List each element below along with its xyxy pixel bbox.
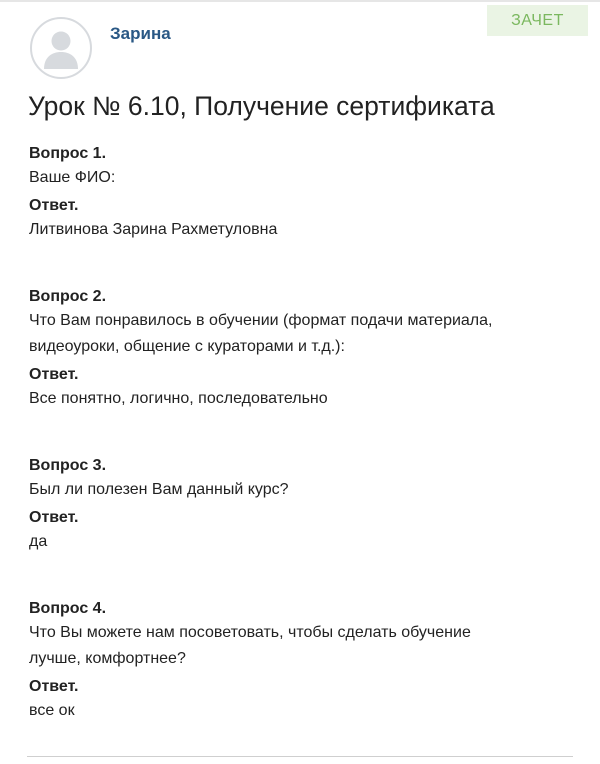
question-block-2 bbox=[29, 286, 574, 412]
answer-label: Ответ. bbox=[29, 509, 79, 526]
avatar[interactable] bbox=[30, 17, 92, 79]
answer-label: Ответ. bbox=[29, 366, 79, 383]
question-label: Вопрос 4. bbox=[29, 600, 107, 617]
question-label: Вопрос 2. bbox=[29, 288, 107, 305]
top-border bbox=[0, 0, 600, 2]
user-silhouette-icon bbox=[32, 19, 90, 77]
question-text: Ваше ФИО: bbox=[29, 169, 116, 186]
question-block-4 bbox=[29, 598, 574, 724]
question-text: Что Вам понравилось в обучении (формат подачи материала, видеоуроки, общение с кураторами и т.д.): bbox=[29, 312, 493, 355]
status-badge: ЗАЧЕТ bbox=[487, 5, 588, 36]
question-block-1 bbox=[29, 143, 574, 243]
answer-label: Ответ. bbox=[29, 197, 79, 214]
question-text: Что Вы можете нам посоветовать, чтобы сделать обучение лучше, комфортнее? bbox=[29, 624, 471, 667]
answer-text: все ок bbox=[29, 702, 75, 719]
answer-label: Ответ. bbox=[29, 678, 79, 695]
lesson-title: Урок № 6.10, Получение сертификата bbox=[28, 91, 495, 121]
answer-text: Литвинова Зарина Рахметуловна bbox=[29, 221, 278, 238]
user-name-link[interactable]: Зарина bbox=[110, 24, 171, 43]
question-label: Вопрос 1. bbox=[29, 145, 107, 162]
question-label: Вопрос 3. bbox=[29, 457, 107, 474]
answer-text: Все понятно, логично, последовательно bbox=[29, 390, 328, 407]
question-block-3 bbox=[29, 455, 574, 555]
divider bbox=[27, 756, 573, 757]
question-text: Был ли полезен Вам данный курс? bbox=[29, 481, 289, 498]
answer-text: да bbox=[29, 533, 48, 550]
